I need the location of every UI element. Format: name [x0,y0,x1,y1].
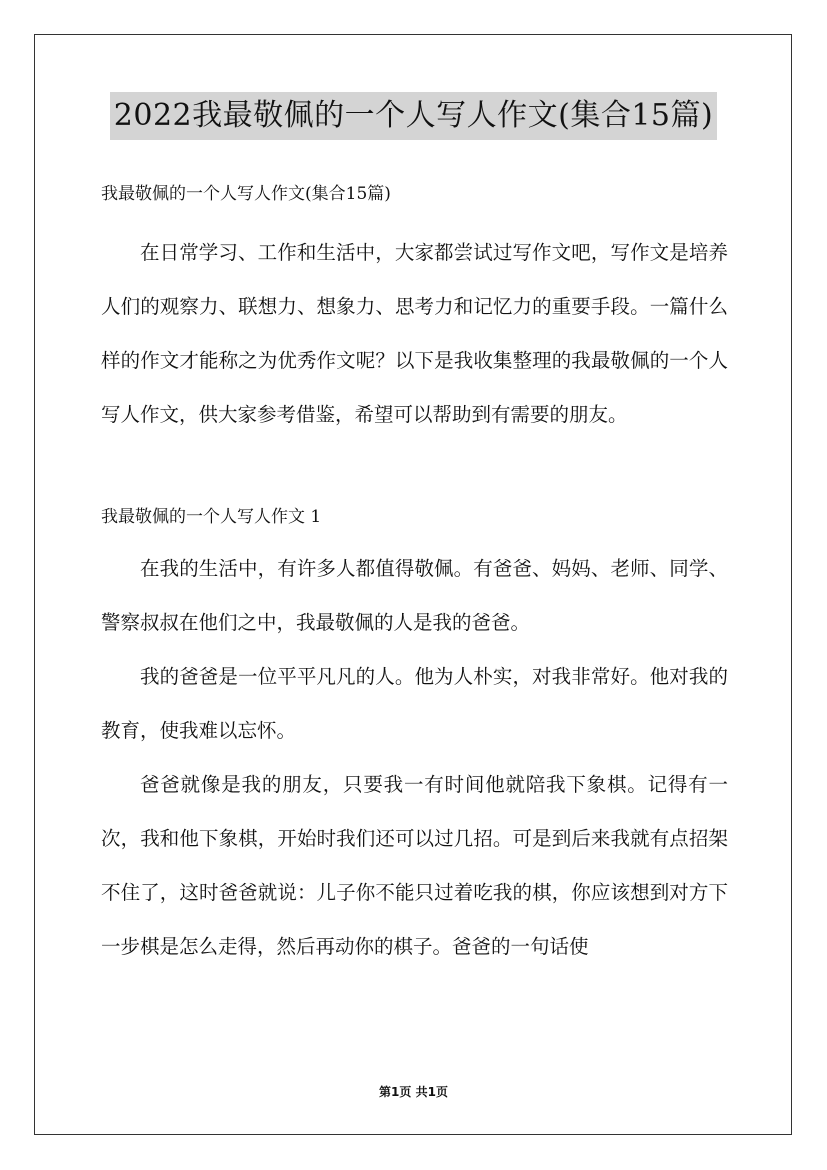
footer-total-pages: 1 [427,1085,436,1099]
footer-prefix: 第 [379,1085,392,1099]
intro-paragraph: 在日常学习、工作和生活中，大家都尝试过写作文吧，写作文是培养人们的观察力、联想力、想象力、思考力和记忆力的重要手段。一篇什么样的作文才能称之为优秀作文呢？以下是我收集整理的我最敬佩的一个人写人作文，供大家参考借鉴，希望可以帮助到有需要的朋友。 [101,241,728,426]
footer-page-number: 1 [391,1085,400,1099]
footer-suffix: 页 [435,1085,448,1099]
title-container [0,92,827,140]
document-body [101,177,728,974]
body-paragraph: 爸爸就像是我的朋友，只要我一有时间他就陪我下象棋。记得有一次，我和他下象棋，开始时我们还可以过几招。可是到后来我就有点招架不住了，这时爸爸就说：儿子你不能只过着吃我的棋，你应该想到对方下一步棋是怎么走得，然后再动你的棋子。爸爸的一句话使 [101,773,728,958]
document-title: 2022我最敬佩的一个人写人作文(集合15篇) [110,92,717,140]
footer-mid: 页 共 [399,1085,428,1099]
section-heading: 我最敬佩的一个人写人作文 1 [101,507,322,527]
document-subtitle: 我最敬佩的一个人写人作文(集合15篇) [101,184,391,204]
body-paragraph: 在我的生活中，有许多人都值得敬佩。有爸爸、妈妈、老师、同学、警察叔叔在他们之中，我最敬佩的人是我的爸爸。 [101,557,728,634]
body-paragraph: 我的爸爸是一位平平凡凡的人。他为人朴实，对我非常好。他对我的教育，使我难以忘怀。 [101,665,728,742]
page-footer [0,1083,827,1100]
